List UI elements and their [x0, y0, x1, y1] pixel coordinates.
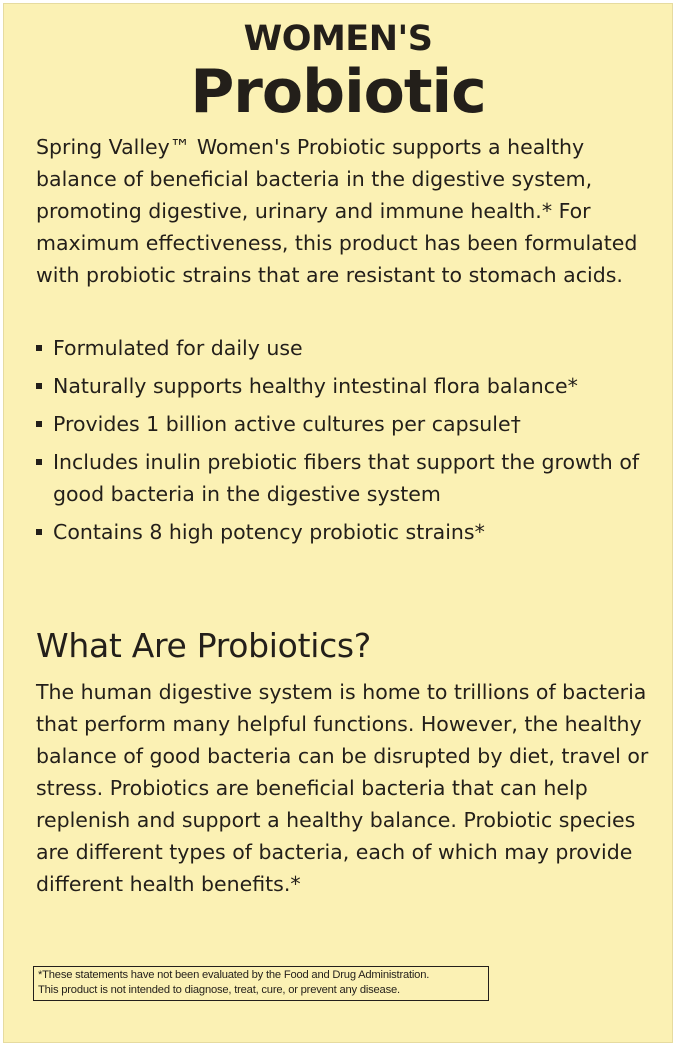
benefit-item-inulin-fibers [36, 446, 656, 510]
bullet-square-icon [36, 459, 42, 465]
fda-disclaimer-box [33, 966, 489, 1001]
benefit-text: Includes inulin prebiotic fibers that support the growth of good bacteria in the digestive system [53, 450, 640, 506]
package-panel [3, 3, 673, 1043]
benefit-text: Contains 8 high potency probiotic strains* [53, 520, 485, 544]
what-are-probiotics-heading: What Are Probiotics? [36, 626, 372, 665]
intro-paragraph: Spring Valley™ Women's Probiotic supports a healthy balance of beneficial bacteria in the digestive system, promoting digestive, urinary and immune health.* For maximum effectiveness, this product has been formulated with probiotic strains that are resistant to stomach acids. [36, 135, 638, 287]
benefit-text: Provides 1 billion active cultures per capsule† [53, 412, 521, 436]
benefit-item-intestinal-flora [36, 370, 656, 402]
benefit-item-active-cultures [36, 408, 656, 440]
product-title-probiotic: Probiotic [190, 57, 486, 127]
benefit-text: Formulated for daily use [53, 336, 303, 360]
bullet-square-icon [36, 345, 42, 351]
what-are-probiotics-paragraph: The human digestive system is home to trillions of bacteria that perform many helpful functions. However, the healthy balance of good bacteria can be disrupted by diet, travel or stress. Probiotics are beneficial bacteria that can help replenish and support a healthy balance. Probiotic species are different types of bacteria, each of which may provide different health benefits.* [36, 680, 649, 896]
benefit-item-daily-use [36, 332, 656, 364]
benefits-list [36, 332, 656, 554]
benefit-text: Naturally supports healthy intestinal flora balance* [53, 374, 578, 398]
benefit-item-probiotic-strains [36, 516, 656, 548]
disclaimer-line: This product is not intended to diagnose, treat, cure, or prevent any disease. [38, 984, 400, 996]
bullet-square-icon [36, 529, 42, 535]
bullet-square-icon [36, 383, 42, 389]
bullet-square-icon [36, 421, 42, 427]
product-title-womens: WOMEN'S [243, 19, 433, 59]
disclaimer-line: *These statements have not been evaluated by the Food and Drug Administration. [38, 969, 430, 981]
